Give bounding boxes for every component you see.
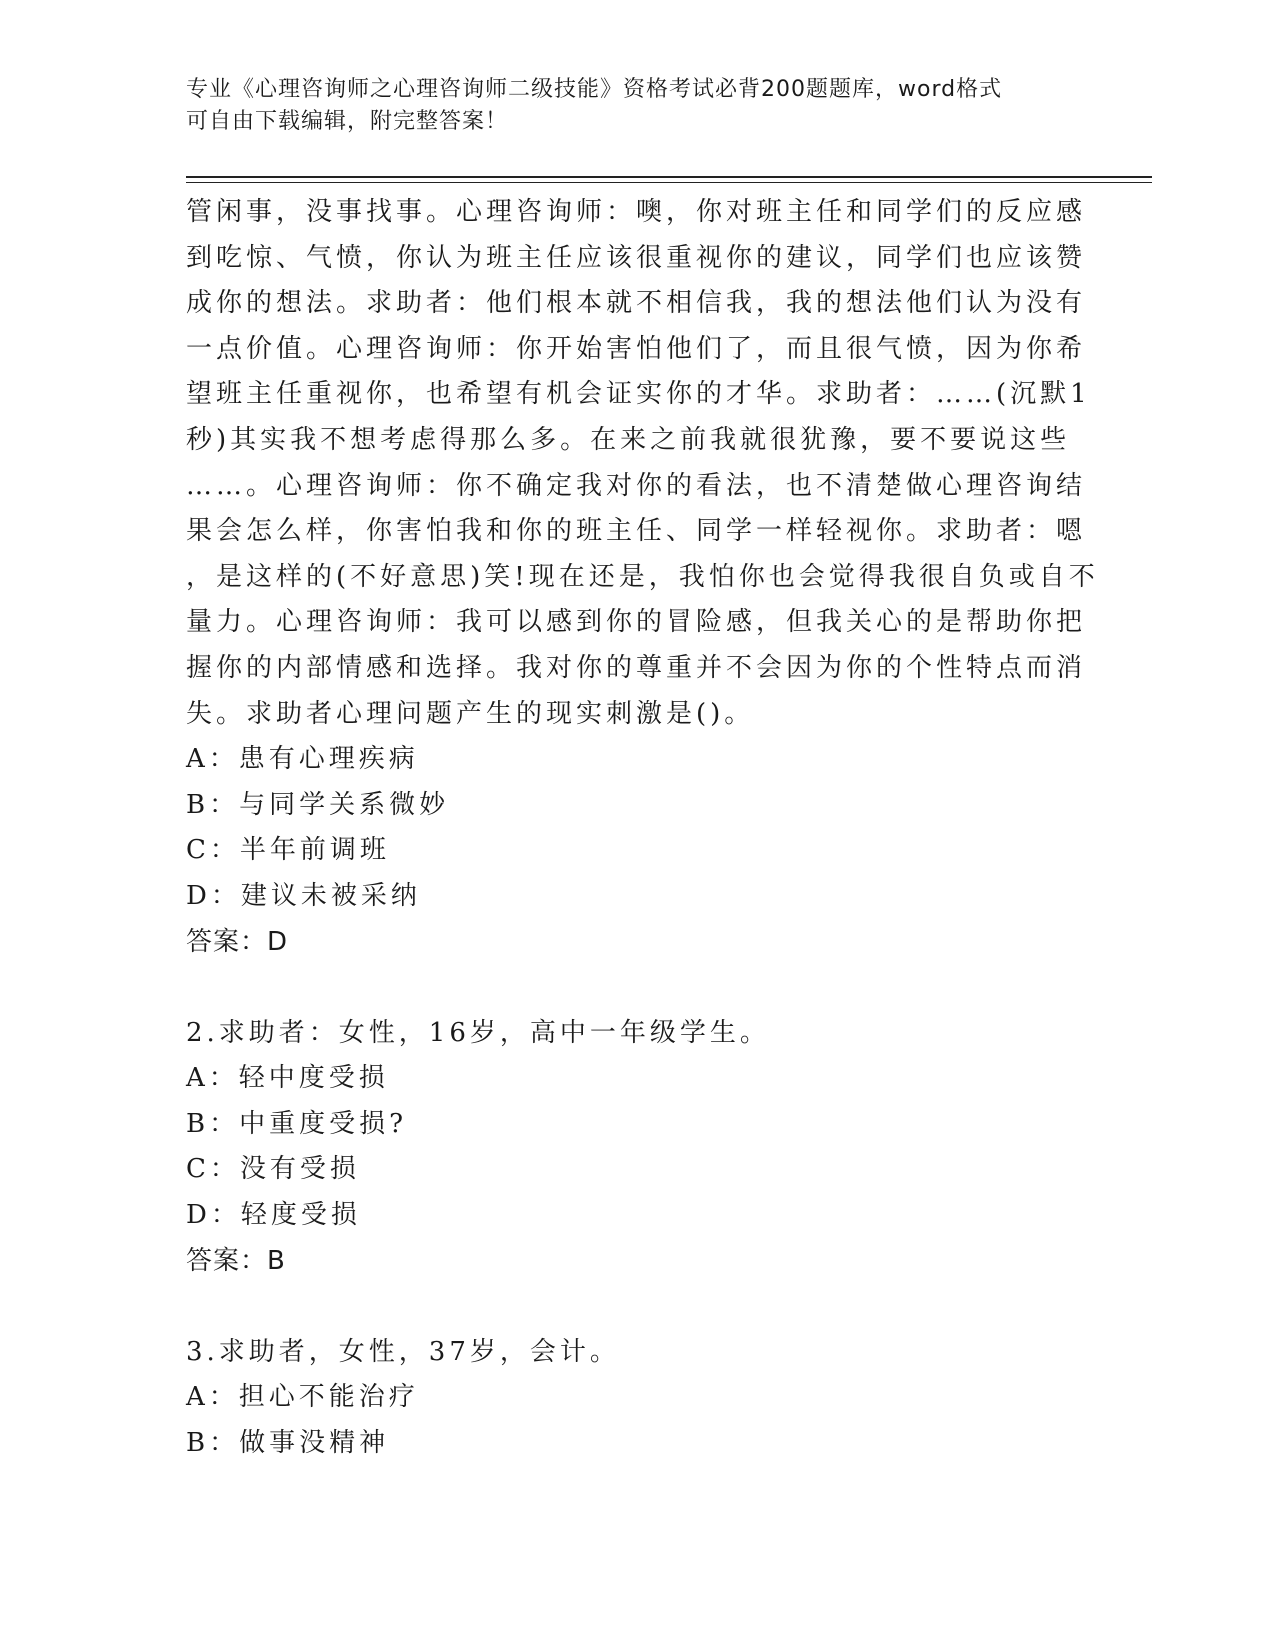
passage-line: ，是这样的(不好意思)笑!现在还是，我怕你也会觉得我很自负或自不: [186, 561, 1099, 592]
question-2-option-d: D：轻度受损: [186, 1200, 361, 1231]
question-3-option-b: B：做事没精神: [186, 1428, 390, 1459]
document-header: [186, 74, 1066, 138]
passage-line: 成你的想法。求助者：他们根本就不相信我，我的想法他们认为没有: [186, 288, 1087, 319]
question-2-answer: 答案：B: [186, 1245, 286, 1276]
passage-line: 秒)其实我不想考虑得那么多。在来之前我就很犹豫，要不要说这些: [186, 424, 1071, 455]
question-2-option-c: C：没有受损: [186, 1154, 360, 1185]
header-title-line-1: 专业《心理咨询师之心理咨询师二级技能》资格考试必背200题题库，word格式: [186, 77, 1003, 102]
question-1-option-c: C：半年前调班: [186, 835, 390, 866]
question-1-option-d: D：建议未被采纳: [186, 880, 421, 911]
passage-line: 果会怎么样，你害怕我和你的班主任、同学一样轻视你。求助者：嗯: [186, 516, 1087, 547]
question-2-option-b: B：中重度受损?: [186, 1108, 408, 1139]
question-1-option-a: A：患有心理疾病: [186, 744, 419, 775]
document-body: [186, 190, 1099, 1467]
question-2-stem: 2.求助者：女性，16岁，高中一年级学生。: [186, 1017, 770, 1048]
passage-line: ……。心理咨询师：你不确定我对你的看法，也不清楚做心理咨询结: [186, 470, 1087, 501]
question-2-option-a: A：轻中度受损: [186, 1063, 389, 1094]
passage-line: 到吃惊、气愤，你认为班主任应该很重视你的建议，同学们也应该赞: [186, 242, 1087, 273]
passage-line: 量力。心理咨询师：我可以感到你的冒险感，但我关心的是帮助你把: [186, 607, 1087, 638]
question-1-answer: 答案：D: [186, 926, 289, 957]
spacer: [186, 1284, 1076, 1330]
passage-line: 握你的内部情感和选择。我对你的尊重并不会因为你的个性特点而消: [186, 652, 1087, 683]
passage-line: 管闲事，没事找事。心理咨询师：噢，你对班主任和同学们的反应感: [186, 197, 1087, 227]
header-divider-thin: [186, 182, 1152, 183]
passage-line: 望班主任重视你，也希望有机会证实你的才华。求助者：……(沉默1: [186, 379, 1091, 410]
header-divider-thick: [186, 176, 1152, 178]
header-title-line-2: 可自由下载编辑，附完整答案！: [186, 109, 509, 134]
question-3-option-a: A：担心不能治疗: [186, 1382, 419, 1413]
question-1-option-b: B：与同学关系微妙: [186, 789, 450, 820]
spacer: [186, 965, 1076, 1011]
passage-line: 失。求助者心理问题产生的现实刺激是()。: [186, 698, 755, 729]
question-3-stem: 3.求助者，女性，37岁，会计。: [186, 1336, 620, 1367]
passage-line: 一点价值。心理咨询师：你开始害怕他们了，而且很气愤，因为你希: [186, 333, 1087, 364]
question-1-passage: [186, 190, 1099, 737]
